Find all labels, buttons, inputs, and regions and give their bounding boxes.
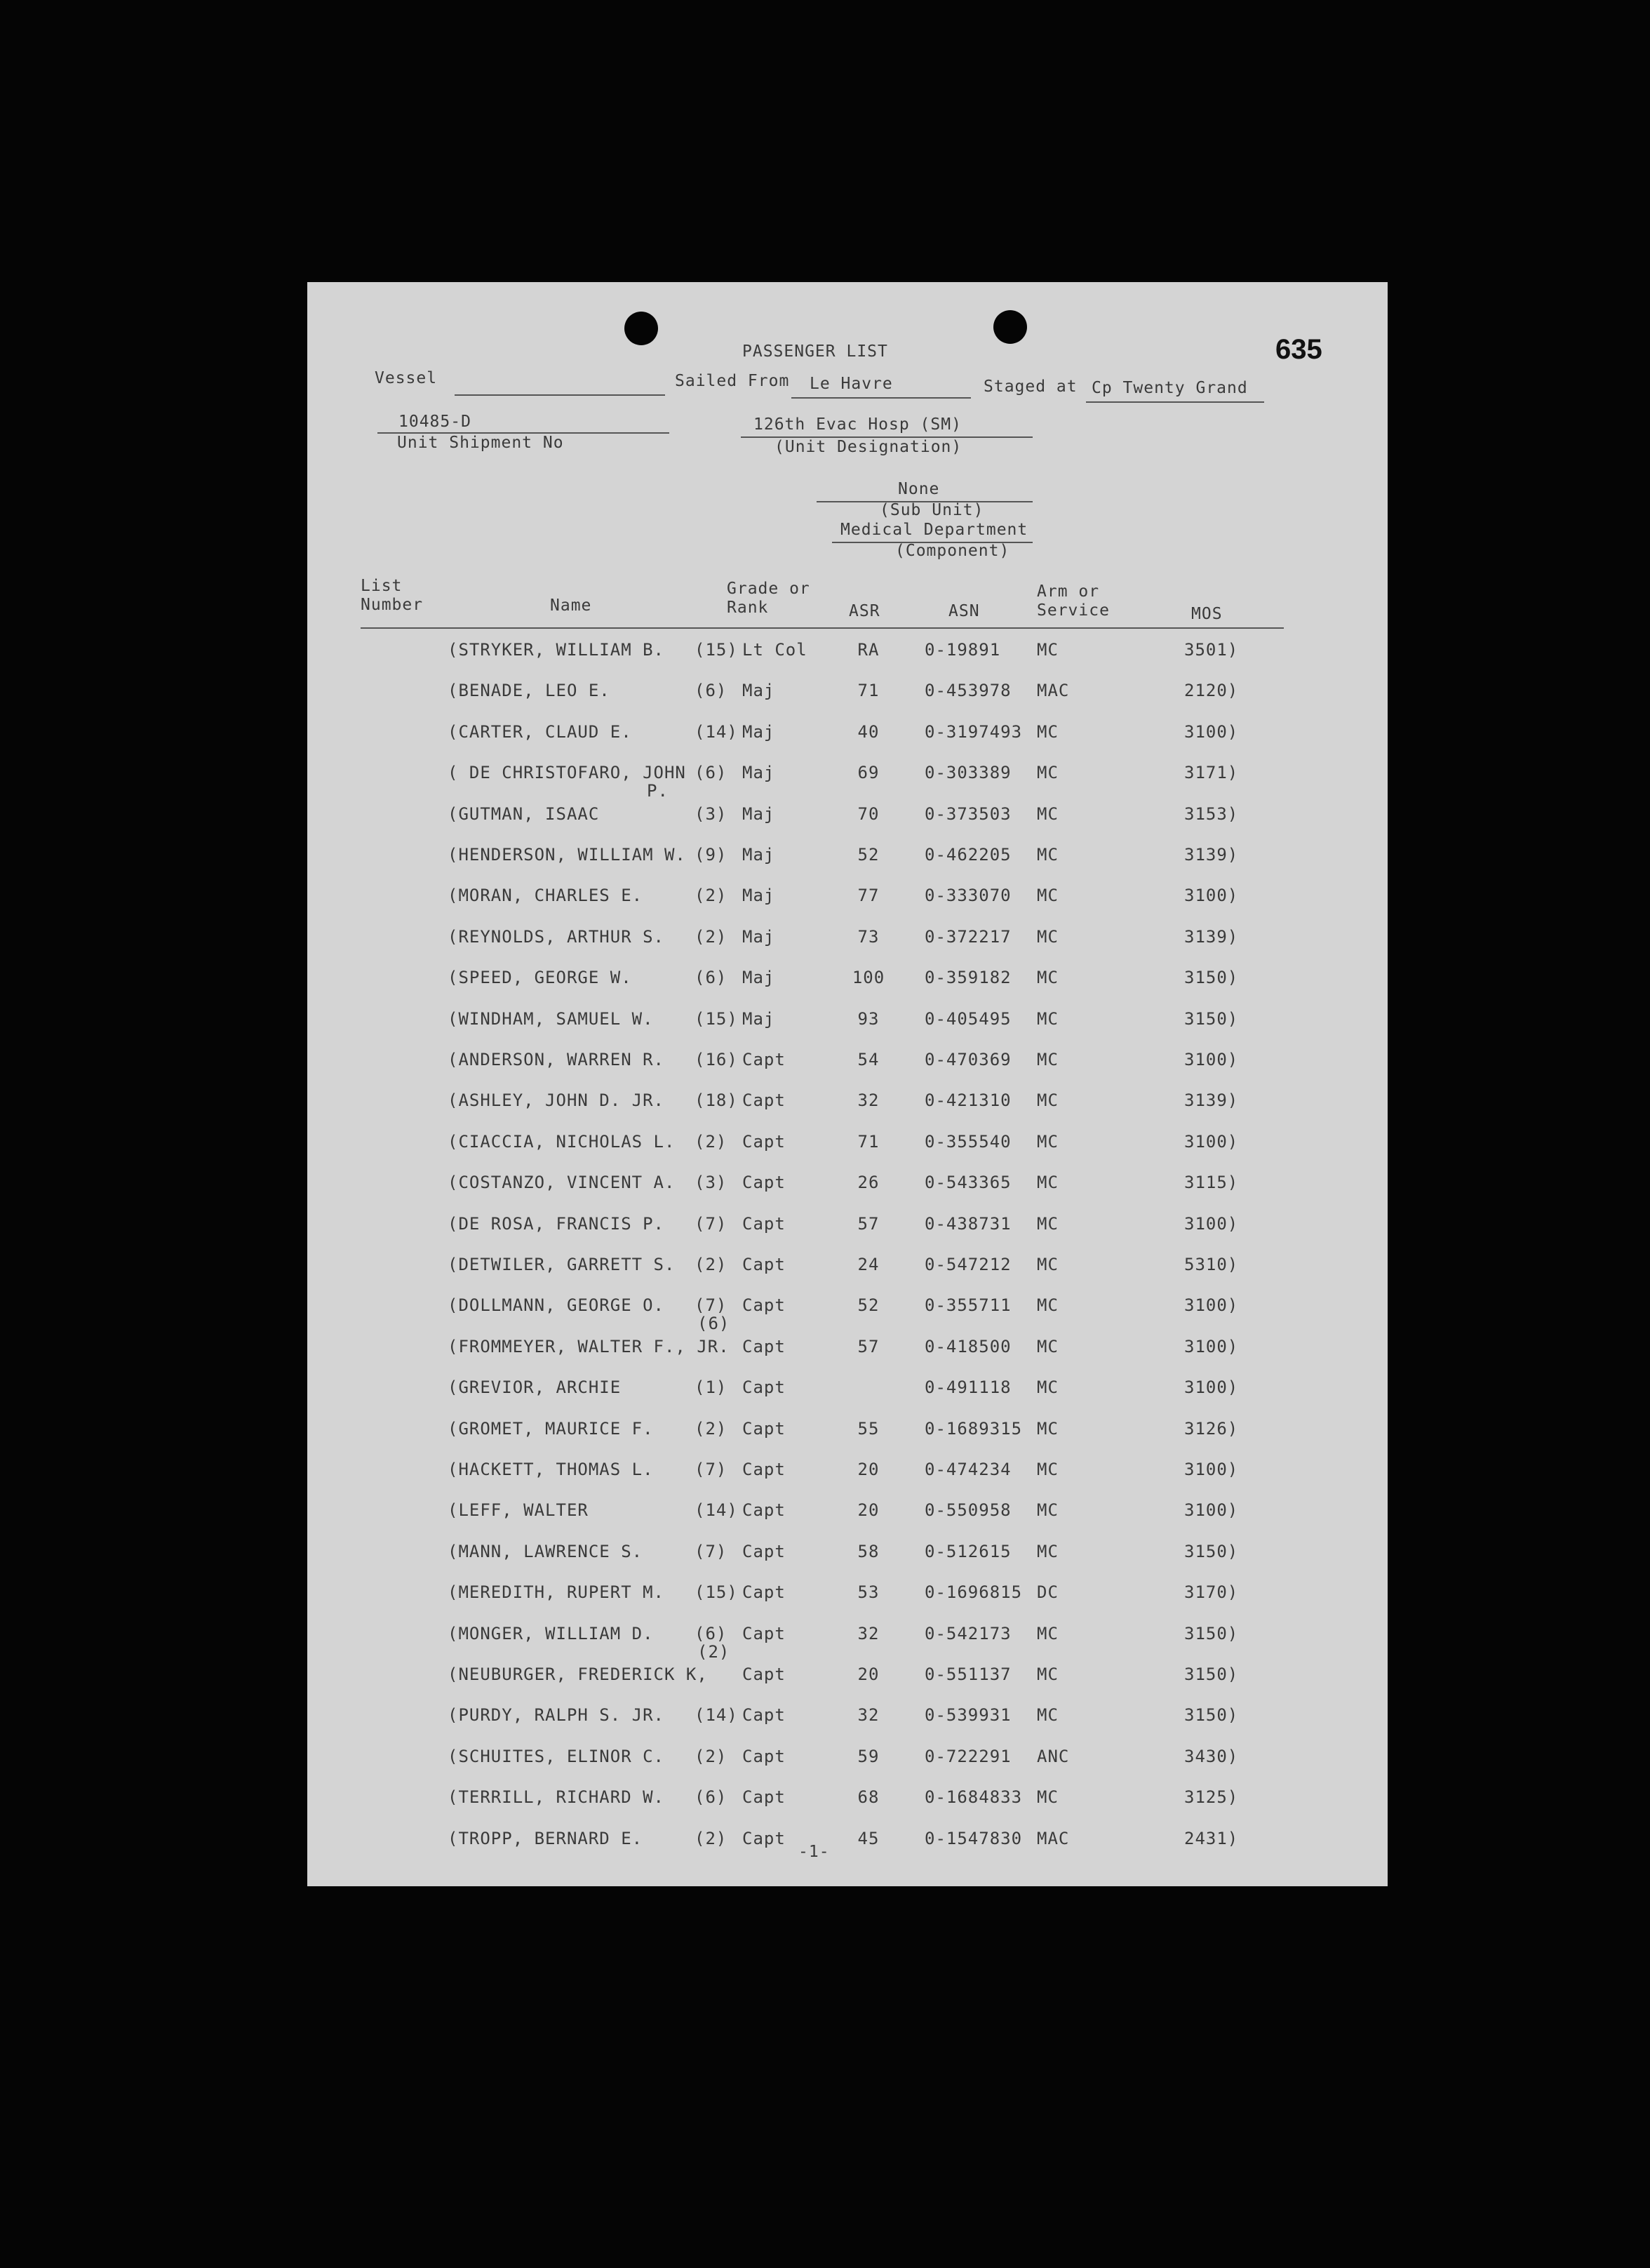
asn: 0-405495: [925, 1008, 1012, 1029]
mos: 3139): [1184, 926, 1239, 947]
col-grade: Grade or Rank: [727, 580, 810, 617]
asn: 0-491118: [925, 1378, 1012, 1398]
arm-service: MAC: [1037, 1828, 1070, 1848]
table-row: [307, 1337, 1388, 1365]
list-number: (2): [695, 1828, 727, 1848]
vessel-underline: [455, 394, 665, 396]
footer-page: -1-: [798, 1843, 830, 1861]
mos: 3501): [1184, 640, 1239, 660]
passenger-name: ( DE CHRISTOFARO, JOHN: [448, 763, 686, 783]
grade: Capt: [742, 1131, 786, 1152]
list-number: (15): [695, 1008, 738, 1029]
list-number: (7): [695, 1541, 727, 1561]
grade: Capt: [742, 1213, 786, 1234]
list-number: (15): [695, 640, 738, 660]
asn: 0-512615: [925, 1541, 1012, 1561]
asr: 26: [857, 1173, 880, 1193]
staged-at-underline: [1086, 401, 1264, 403]
arm-service: MC: [1037, 1665, 1059, 1684]
passenger-name: (GROMET, MAURICE F.: [448, 1418, 654, 1439]
asn: 0-551137: [925, 1665, 1012, 1684]
mos: 3150): [1184, 1705, 1239, 1726]
sailed-from-underline: [791, 397, 971, 399]
passenger-name: (COSTANZO, VINCENT A.: [448, 1173, 676, 1193]
col-name: Name: [550, 596, 592, 615]
grade: Capt: [742, 1500, 786, 1521]
sub-unit-value: None: [898, 480, 940, 498]
col-mos: MOS: [1191, 605, 1223, 623]
arm-service: MC: [1037, 845, 1059, 865]
asn: 0-421310: [925, 1090, 1012, 1111]
grade: Capt: [742, 1378, 786, 1398]
col-list-number: List Number: [361, 577, 424, 614]
arm-service: MC: [1037, 1255, 1059, 1274]
passenger-name: (MORAN, CHARLES E.: [448, 886, 643, 906]
asr: 54: [857, 1050, 880, 1069]
grade: Capt: [742, 1665, 786, 1684]
passenger-name: (WINDHAM, SAMUEL W.: [448, 1008, 654, 1029]
list-number: (16): [695, 1050, 738, 1069]
list-number: (1): [695, 1378, 727, 1398]
asn: 0-355540: [925, 1131, 1012, 1152]
col-asn: ASN: [948, 602, 980, 620]
asr: 20: [857, 1665, 880, 1684]
asr: 57: [857, 1213, 880, 1234]
arm-service: MC: [1037, 1541, 1059, 1561]
list-number: (14): [695, 1500, 738, 1521]
arm-service: MC: [1037, 1090, 1059, 1111]
list-number: (3): [695, 803, 727, 824]
asn: 0-1696815: [925, 1582, 1023, 1603]
grade: Capt: [742, 1418, 786, 1439]
table-row: [307, 968, 1388, 996]
list-number: (18): [695, 1090, 738, 1111]
mos: 3100): [1184, 1050, 1239, 1069]
table-row: [307, 1009, 1388, 1037]
arm-service: MC: [1037, 886, 1059, 906]
asr: 53: [857, 1582, 880, 1603]
table-row: [307, 1582, 1388, 1610]
list-number: (2): [695, 886, 727, 906]
mos: 5310): [1184, 1255, 1239, 1274]
asn: 0-418500: [925, 1336, 1012, 1356]
arm-service: MC: [1037, 1173, 1059, 1193]
grade: Capt: [742, 1623, 786, 1643]
grade: Capt: [742, 1746, 786, 1766]
arm-service: MC: [1037, 1050, 1059, 1069]
grade: Capt: [742, 1460, 786, 1479]
passenger-name: (ASHLEY, JOHN D. JR.: [448, 1090, 664, 1111]
passenger-name: (HACKETT, THOMAS L.: [448, 1460, 654, 1479]
grade: Capt: [742, 1787, 786, 1808]
asr: 20: [857, 1460, 880, 1479]
asr: 69: [857, 763, 880, 783]
header-rule: [361, 627, 1284, 629]
binder-hole-left: [624, 312, 658, 345]
arm-service: MC: [1037, 1460, 1059, 1479]
asn: 0-19891: [925, 640, 1001, 660]
asr: 70: [857, 803, 880, 824]
asn: 0-373503: [925, 803, 1012, 824]
list-number: (7): [695, 1213, 727, 1234]
mos: 3153): [1184, 803, 1239, 824]
passenger-name: (GUTMAN, ISAAC: [448, 803, 600, 824]
asr: 32: [857, 1623, 880, 1643]
asr: 71: [857, 1131, 880, 1152]
asn: 0-453978: [925, 681, 1012, 701]
passenger-name: (DETWILER, GARRETT S.: [448, 1255, 676, 1274]
grade: Capt: [742, 1173, 786, 1193]
mos: 3115): [1184, 1173, 1239, 1193]
grade: Maj: [742, 803, 775, 824]
table-row: [307, 1542, 1388, 1570]
arm-service: MC: [1037, 968, 1059, 988]
list-number: (6): [695, 681, 727, 701]
passenger-name: (MANN, LAWRENCE S.: [448, 1541, 643, 1561]
arm-service: MC: [1037, 1418, 1059, 1439]
passenger-name: (BENADE, LEO E.: [448, 681, 610, 701]
grade: Maj: [742, 968, 775, 988]
table-row: [307, 886, 1388, 914]
table-row: [307, 1787, 1388, 1815]
asr: 57: [857, 1336, 880, 1356]
binder-hole-right: [993, 310, 1027, 344]
asr: 32: [857, 1090, 880, 1111]
grade: Capt: [742, 1295, 786, 1316]
mos: 3100): [1184, 1336, 1239, 1356]
sailed-from-value: Le Havre: [810, 375, 893, 393]
mos: 3150): [1184, 1665, 1239, 1684]
grade: Maj: [742, 926, 775, 947]
unit-designation-value: 126th Evac Hosp (SM): [753, 415, 962, 434]
grade: Capt: [742, 1705, 786, 1726]
passenger-name: (STRYKER, WILLIAM B.: [448, 640, 664, 660]
asn: 0-543365: [925, 1173, 1012, 1193]
mos: 3100): [1184, 1295, 1239, 1316]
table-row: [307, 1705, 1388, 1733]
asr: 55: [857, 1418, 880, 1439]
mos: 3125): [1184, 1787, 1239, 1808]
table-row: [307, 1214, 1388, 1242]
table-row: [307, 1255, 1388, 1283]
sub-unit-label: (Sub Unit): [880, 501, 984, 519]
mos: 3150): [1184, 1623, 1239, 1643]
asn: 0-550958: [925, 1500, 1012, 1521]
arm-service: MC: [1037, 763, 1059, 783]
component-label: (Component): [895, 542, 1010, 560]
mos: 3100): [1184, 1131, 1239, 1152]
mos: 2120): [1184, 681, 1239, 701]
asr: 73: [857, 926, 880, 947]
mos: 2431): [1184, 1828, 1239, 1848]
passenger-name: (ANDERSON, WARREN R.: [448, 1050, 664, 1069]
asr: 32: [857, 1705, 880, 1726]
page-number: 635: [1275, 334, 1322, 365]
arm-service: MC: [1037, 1787, 1059, 1808]
asn: 0-3197493: [925, 721, 1023, 742]
arm-service: MC: [1037, 1213, 1059, 1234]
grade: Lt Col: [742, 640, 807, 660]
table-row: [307, 1090, 1388, 1119]
row-annotation: (2): [697, 1641, 730, 1662]
table-row: [307, 681, 1388, 709]
arm-service: MC: [1037, 1623, 1059, 1643]
table-row: [307, 1500, 1388, 1528]
arm-service: MAC: [1037, 681, 1070, 701]
arm-service: MC: [1037, 1500, 1059, 1521]
asn: 0-438731: [925, 1213, 1012, 1234]
passenger-name: (LEFF, WALTER: [448, 1500, 589, 1521]
grade: Capt: [742, 1255, 786, 1274]
table-row: [307, 804, 1388, 832]
asn: 0-462205: [925, 845, 1012, 865]
list-number: (6): [695, 1787, 727, 1808]
asr: RA: [857, 640, 880, 660]
arm-service: MC: [1037, 640, 1059, 660]
asr: 24: [857, 1255, 880, 1274]
list-number: (7): [695, 1460, 727, 1479]
mos: 3430): [1184, 1746, 1239, 1766]
table-row: [307, 1173, 1388, 1201]
mos: 3139): [1184, 1090, 1239, 1111]
mos: 3126): [1184, 1418, 1239, 1439]
list-number: (2): [695, 1131, 727, 1152]
asn: 0-1547830: [925, 1828, 1023, 1848]
asr: 45: [857, 1828, 880, 1848]
asn: 0-372217: [925, 926, 1012, 947]
asn: 0-355711: [925, 1295, 1012, 1316]
grade: Capt: [742, 1090, 786, 1111]
list-number: (15): [695, 1582, 738, 1603]
table-row: [307, 927, 1388, 955]
table-row: [307, 1295, 1388, 1334]
mos: 3100): [1184, 1500, 1239, 1521]
mos: 3139): [1184, 845, 1239, 865]
table-row: [307, 1460, 1388, 1488]
document-page: [307, 282, 1388, 1886]
table-row: [307, 1378, 1388, 1406]
unit-designation-label: (Unit Designation): [774, 438, 962, 456]
list-number: (2): [695, 1255, 727, 1274]
asn: 0-359182: [925, 968, 1012, 988]
asn: 0-539931: [925, 1705, 1012, 1726]
asn: 0-542173: [925, 1623, 1012, 1643]
mos: 3171): [1184, 763, 1239, 783]
list-number: (7): [695, 1295, 727, 1316]
asn: 0-1689315: [925, 1418, 1023, 1439]
unit-shipment-label: Unit Shipment No: [397, 434, 564, 452]
list-number: (6): [695, 968, 727, 988]
list-number: (14): [695, 1705, 738, 1726]
arm-service: DC: [1037, 1582, 1059, 1603]
asr: 100: [852, 968, 885, 988]
list-number: (6): [695, 1623, 727, 1643]
table-row: [307, 1050, 1388, 1078]
list-number: (2): [695, 1746, 727, 1766]
row-annotation: P.: [647, 781, 669, 801]
mos: 3150): [1184, 1008, 1239, 1029]
list-number: (2): [695, 926, 727, 947]
row-annotation: (6): [697, 1314, 730, 1334]
grade: Capt: [742, 1541, 786, 1561]
passenger-name: (DE ROSA, FRANCIS P.: [448, 1213, 664, 1234]
grade: Capt: [742, 1336, 786, 1356]
col-asr: ASR: [849, 602, 880, 620]
grade: Maj: [742, 845, 775, 865]
staged-at-value: Cp Twenty Grand: [1092, 379, 1248, 397]
component-value: Medical Department: [840, 521, 1028, 539]
grade: Maj: [742, 763, 775, 783]
table-row: [307, 722, 1388, 750]
asr: 52: [857, 845, 880, 865]
col-arm: Arm or Service: [1037, 582, 1110, 620]
arm-service: MC: [1037, 1378, 1059, 1398]
table-row: [307, 763, 1388, 801]
grade: Capt: [742, 1050, 786, 1069]
passenger-name: (MONGER, WILLIAM D.: [448, 1623, 654, 1643]
asn: 0-303389: [925, 763, 1012, 783]
table-row: [307, 1829, 1388, 1857]
asr: 93: [857, 1008, 880, 1029]
passenger-name: (NEUBURGER, FREDERICK K,: [448, 1665, 708, 1684]
passenger-name: (SCHUITES, ELINOR C.: [448, 1746, 664, 1766]
grade: Maj: [742, 886, 775, 906]
mos: 3100): [1184, 721, 1239, 742]
asn: 0-547212: [925, 1255, 1012, 1274]
asn: 0-722291: [925, 1746, 1012, 1766]
mos: 3150): [1184, 968, 1239, 988]
list-number: (14): [695, 721, 738, 742]
passenger-name: (TROPP, BERNARD E.: [448, 1828, 643, 1848]
mos: 3170): [1184, 1582, 1239, 1603]
passenger-name: (MEREDITH, RUPERT M.: [448, 1582, 664, 1603]
asr: 59: [857, 1746, 880, 1766]
arm-service: MC: [1037, 721, 1059, 742]
arm-service: MC: [1037, 1336, 1059, 1356]
arm-service: MC: [1037, 1131, 1059, 1152]
grade: Maj: [742, 721, 775, 742]
asr: 71: [857, 681, 880, 701]
mos: 3150): [1184, 1541, 1239, 1561]
arm-service: MC: [1037, 1705, 1059, 1726]
passenger-name: (TERRILL, RICHARD W.: [448, 1787, 664, 1808]
mos: 3100): [1184, 1460, 1239, 1479]
asr: 52: [857, 1295, 880, 1316]
asn: 0-333070: [925, 886, 1012, 906]
asn: 0-470369: [925, 1050, 1012, 1069]
passenger-name: (CARTER, CLAUD E.: [448, 721, 632, 742]
passenger-name: (SPEED, GEORGE W.: [448, 968, 632, 988]
grade: Maj: [742, 1008, 775, 1029]
asn: 0-474234: [925, 1460, 1012, 1479]
mos: 3100): [1184, 1213, 1239, 1234]
grade: Capt: [742, 1828, 786, 1848]
grade: Maj: [742, 681, 775, 701]
arm-service: MC: [1037, 1295, 1059, 1316]
document-title: PASSENGER LIST: [742, 342, 888, 361]
asn: 0-1684833: [925, 1787, 1023, 1808]
mos: 3100): [1184, 1378, 1239, 1398]
passenger-name: (PURDY, RALPH S. JR.: [448, 1705, 664, 1726]
passenger-name: (FROMMEYER, WALTER F., JR.: [448, 1336, 730, 1356]
unit-shipment-value: 10485-D: [398, 413, 471, 431]
table-row: [307, 1665, 1388, 1693]
passenger-name: (CIACCIA, NICHOLAS L.: [448, 1131, 676, 1152]
list-number: (9): [695, 845, 727, 865]
sailed-from-label: Sailed From: [675, 372, 790, 390]
list-number: (2): [695, 1418, 727, 1439]
table-row: [307, 1419, 1388, 1447]
passenger-name: (DOLLMANN, GEORGE O.: [448, 1295, 664, 1316]
table-row: [307, 640, 1388, 668]
passenger-name: (REYNOLDS, ARTHUR S.: [448, 926, 664, 947]
list-number: (6): [695, 763, 727, 783]
asr: 68: [857, 1787, 880, 1808]
vessel-label: Vessel: [375, 369, 438, 387]
arm-service: MC: [1037, 803, 1059, 824]
table-row: [307, 1132, 1388, 1160]
table-row: [307, 845, 1388, 873]
asr: 40: [857, 721, 880, 742]
table-row: [307, 1747, 1388, 1775]
passenger-name: (HENDERSON, WILLIAM W.: [448, 845, 686, 865]
table-row: [307, 1623, 1388, 1662]
mos: 3100): [1184, 886, 1239, 906]
passenger-name: (GREVIOR, ARCHIE: [448, 1378, 622, 1398]
asr: 58: [857, 1541, 880, 1561]
arm-service: MC: [1037, 1008, 1059, 1029]
list-number: (3): [695, 1173, 727, 1193]
grade: Capt: [742, 1582, 786, 1603]
asr: 20: [857, 1500, 880, 1521]
staged-at-label: Staged at: [984, 378, 1078, 396]
arm-service: ANC: [1037, 1746, 1070, 1766]
asr: 77: [857, 886, 880, 906]
arm-service: MC: [1037, 926, 1059, 947]
